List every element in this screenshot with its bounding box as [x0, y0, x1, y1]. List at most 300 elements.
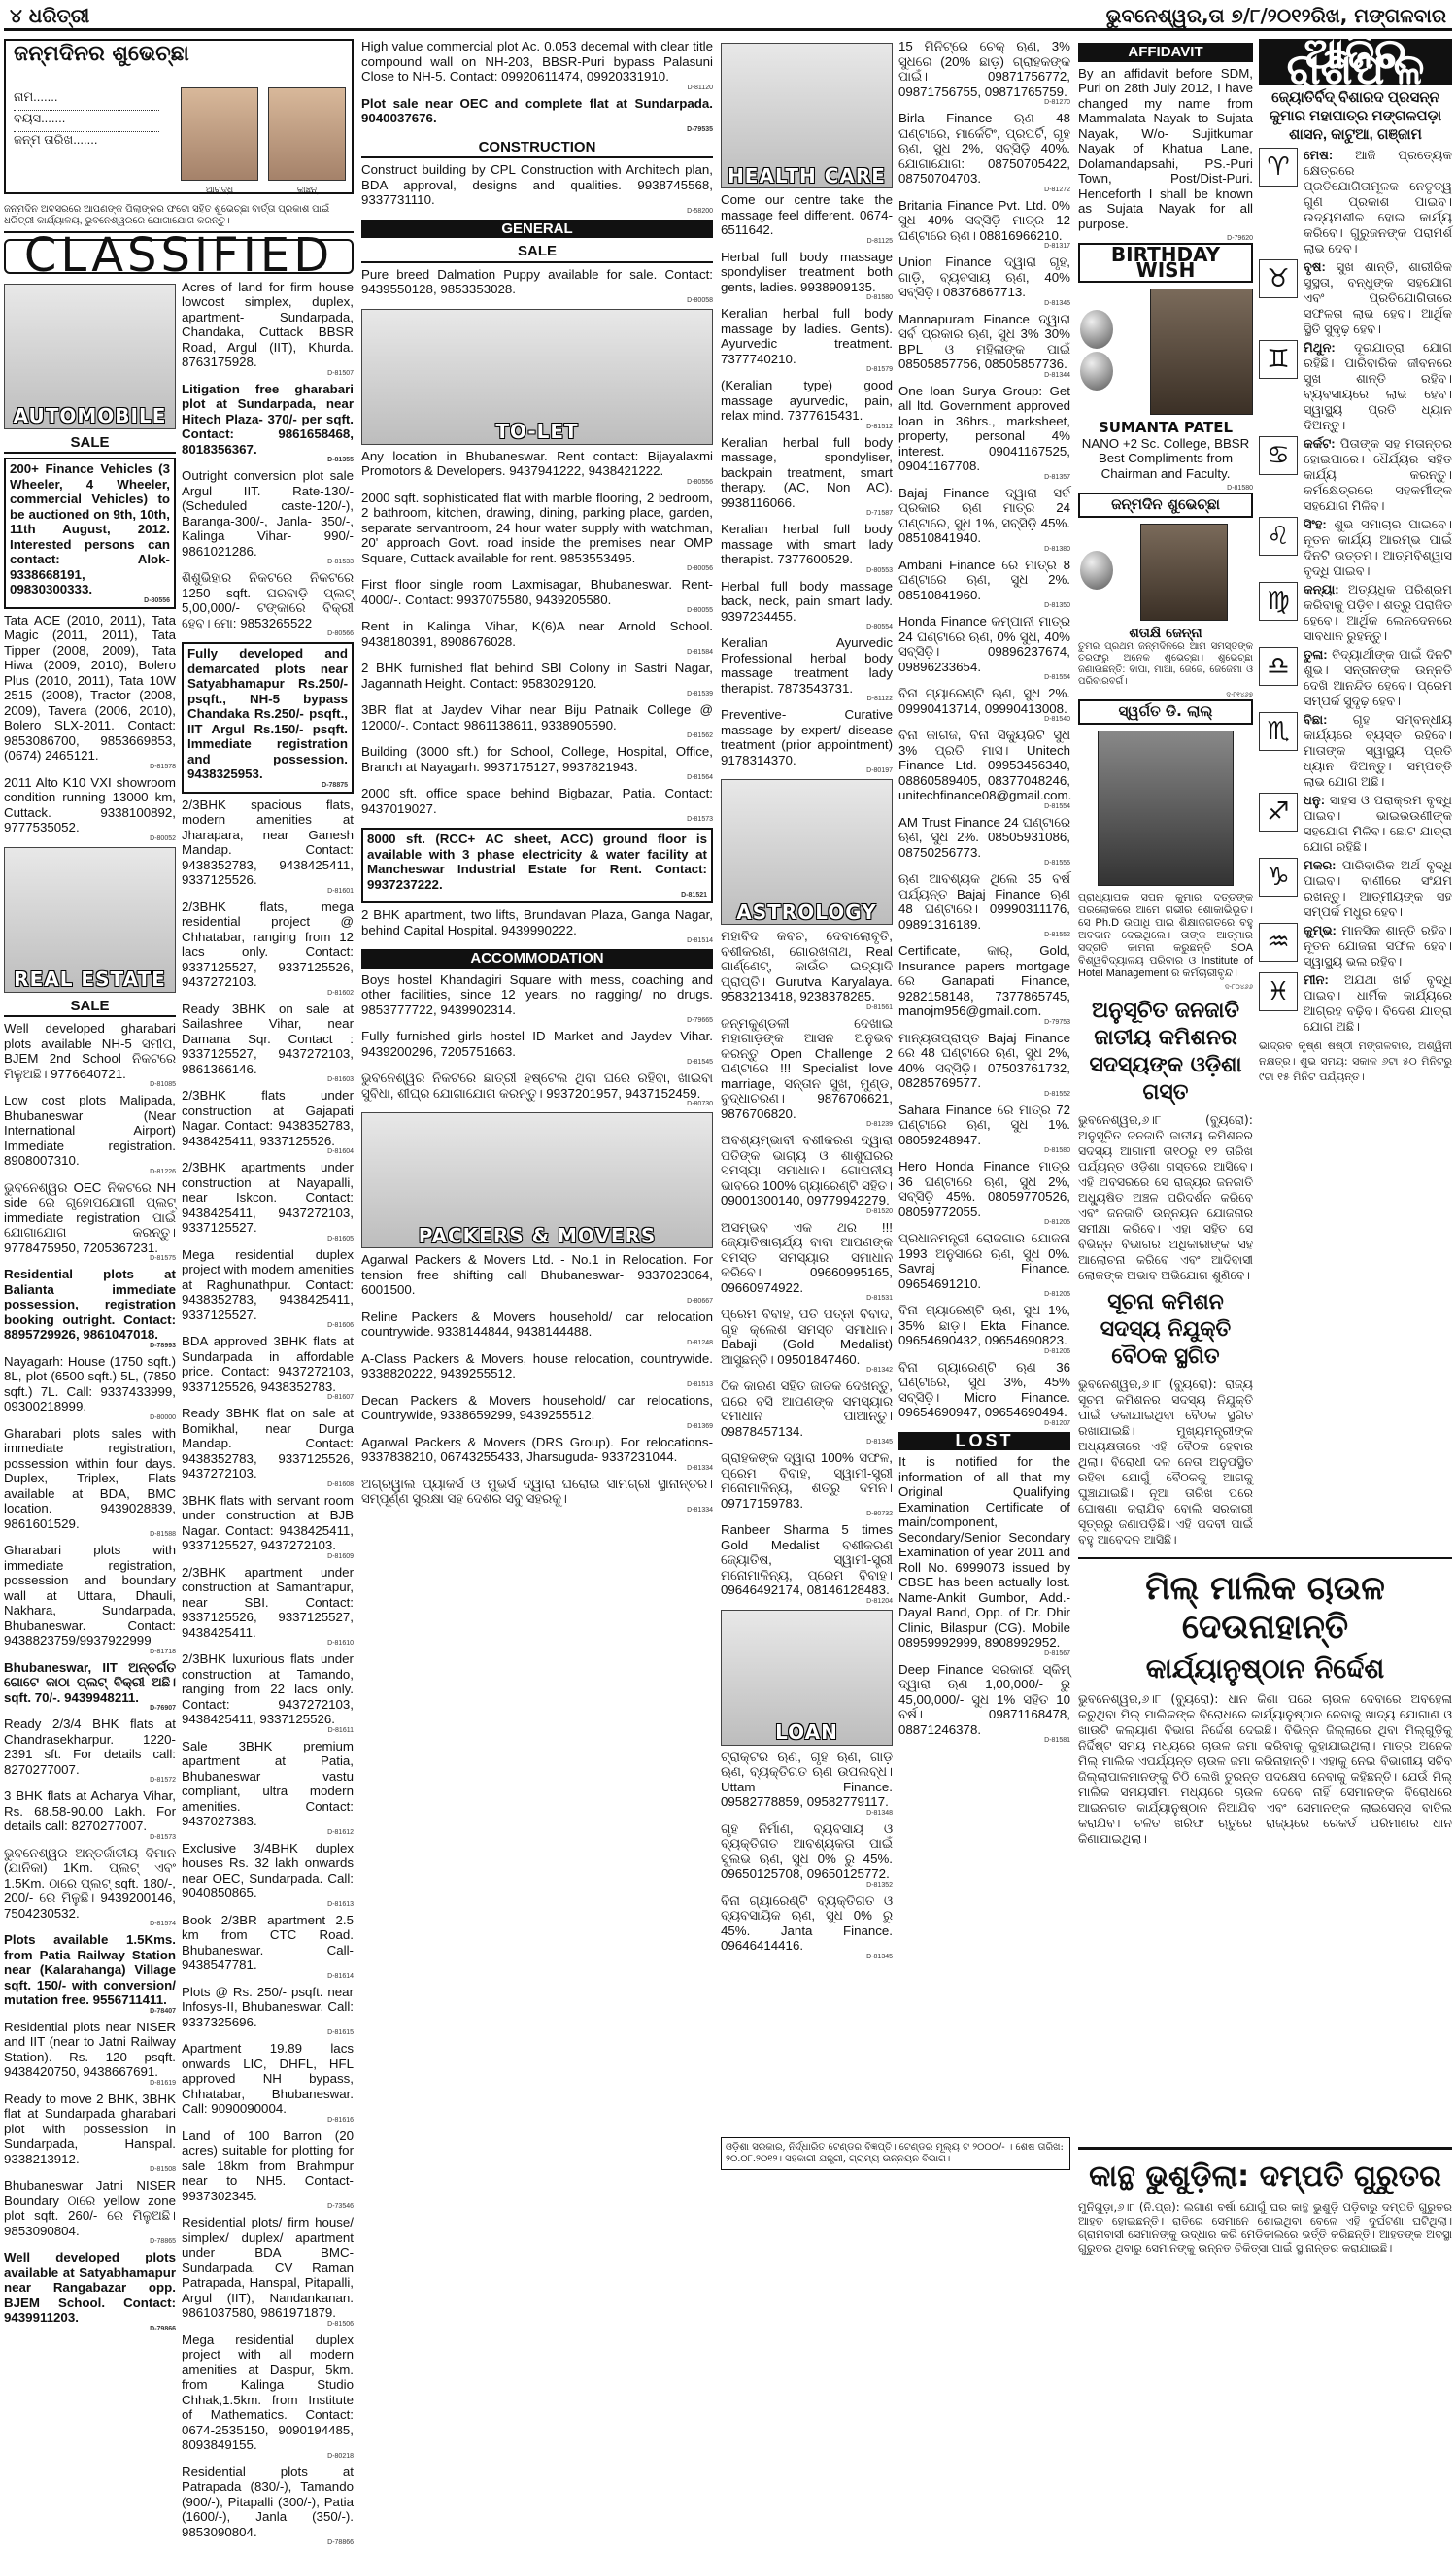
ad-code: D-81206 — [898, 1348, 1070, 1356]
classified-ad — [182, 468, 354, 566]
classified-ad — [361, 1477, 713, 1514]
ad-code: D-80055 — [361, 607, 713, 615]
ad-code: D-81344 — [898, 372, 1070, 380]
col3-split — [721, 39, 1070, 1965]
classified-ad — [898, 943, 1070, 1027]
ad-text: Acres of land for firm house lowcost simplex, duplex, apartment- Sundarpada, Chandaka, Cuttack BBSR Road, Argul (IIT), Khurda. 8763175928. — [182, 280, 354, 370]
birthday-form — [4, 39, 354, 194]
ad-code: D-81581 — [898, 1737, 1070, 1745]
ad-text: 3BR flat at Jaydev Vihar near Biju Patnaik College @ 12000/-. Contact: 9861138611, 9338905590. — [361, 702, 713, 732]
ad-code: D-81205 — [898, 1291, 1070, 1299]
ad-text: Agarwal Packers & Movers Ltd. - No.1 in Relocation. For tension free shifting call Bhubaneswar- 9337023064, 6001500. — [361, 1252, 713, 1297]
ad-text: (Keralian type) good massage ayurvedic, pain, relax mind. 7377615431. — [721, 378, 893, 423]
classified-ad — [898, 558, 1070, 611]
ad-text: Well developed gharabari plots available NH-5 ସମୀପ, BJEM 2nd School ନିକଟରେ ମିଳୁଅଛି। 9776640721. — [4, 1021, 176, 1081]
ad-text: 2/3BHK luxurious flats under construction at Tamando, ranging from 22 lacs only. Contact: 9437272103, 9438425411, 9337125526. — [182, 1651, 354, 1726]
ad-text: 3 BHK flats at Acharya Vihar, Rs. 68.58-90.00 Lakh. For details call: 8270277007. — [4, 1788, 176, 1833]
ad-code: D-81125 — [721, 238, 893, 246]
ad-text: Boys hostel Khandagiri Square with mess, coaching and other facilities, since 12 years, no ragging/ no drugs. 9853777722, 9439902314. — [361, 972, 713, 1017]
obituary-header: ସ୍ୱର୍ଗତ ଡି. ଲାଲ୍ — [1078, 699, 1253, 725]
rashi-text-block — [1304, 793, 1452, 855]
ad-code: D-81239 — [721, 1121, 893, 1129]
ad-code: D-81350 — [898, 602, 1070, 610]
ad-code: D-81521 — [367, 892, 707, 900]
ad-text: First floor single room Laxmisagar, Bhubaneswar. Rent- 4000/-. Contact: 9937075580, 9439205580. — [361, 577, 713, 607]
rashi-item — [1259, 340, 1452, 433]
ad-text: Residential plots at Patrapada (830/-), Tamando (900/-), Pitapalli (300/-), Patia (1600/-), Janla (350/-). 9853090804. — [182, 2465, 354, 2539]
ad-code: D-81520 — [721, 1208, 893, 1216]
ad-code: D-81605 — [182, 1236, 354, 1243]
ad-code: D-81615 — [182, 2029, 354, 2037]
ad-code: D-81506 — [182, 2321, 354, 2329]
packers-image — [361, 1112, 713, 1248]
ad-code: D-81552 — [898, 1091, 1070, 1099]
ad-text: Herbal full body massage back, neck, pain smart lady. 9397234455. — [721, 579, 893, 624]
ad-code: D-81531 — [721, 1295, 893, 1303]
affidavit-text: By an affidavit before SDM, Puri on 28th July 2012, I have changed my name from Mammalata Nayak to Sujata Nayak, W/o- Sujitkumar Nayak of Khatua Lane, Dolamandapsahi, PS.-Puri Town, Post/Dist-Puri. Henceforth I shall be known as Sujata Nayak for all purpose. — [1078, 66, 1253, 232]
ad-text: Preventive- Curative massage by expert/ disease treatment (prior appointment) 9178314370. — [721, 707, 893, 767]
ad-text: ଶିଶୁଭିହାର ନିକଟରେ ନିକଟରେ 1250 sqft. ଘରବାଡ଼ି ପ୍ଲଟ୍ 5,00,000/- ଟଙ୍କାରେ ବିକ୍ରୀ ହେବ। ମୋ: 9853265522 — [182, 570, 354, 630]
form-field-dob: ଜନ୍ମ ତାରିଖ....... — [14, 132, 159, 153]
ad-text: Outright conversion plot sale Argul IIT. Rate-130/- (Scheduled caste-120/-), Baranga-300/-, Janla- 350/-, Kalinga Vihar- 990/- 9861021286. — [182, 468, 354, 559]
kid-photo-2 — [268, 87, 346, 181]
rashi-text-block — [1304, 647, 1452, 709]
ad-code: D-81574 — [4, 1921, 176, 1928]
ad-text: 2/3BHK flats under construction at Gajapati Nagar. Contact: 9438352783, 9438425411, 9337125526. — [182, 1088, 354, 1148]
rashi-text: ମାନସିକ ଶାନ୍ତି ରହିବ। ନୂତନ ଯୋଜନା ସଫଳ ହେବ। ସ୍ୱାସ୍ଥ୍ୟ ଭଲ ରହିବ। — [1304, 923, 1452, 969]
ad-text: 3BHK flats with servant room under construction at BJB Nagar. Contact: 9438425411, 9337125527, 9437272103. — [182, 1493, 354, 1553]
classified-ad — [721, 929, 893, 1012]
rashi-name: ବୃଷ: — [1304, 259, 1326, 274]
health-ads — [721, 192, 893, 775]
classified-ad — [361, 702, 713, 740]
ad-text: Come our centre take the massage feel different. 0674-6511642. — [721, 192, 893, 237]
rashi-name: କନ୍ୟା: — [1304, 582, 1339, 596]
ad-code: D-81575 — [4, 1255, 176, 1263]
classified-ad — [182, 2128, 354, 2212]
page-number: ୪ ଧରିତ୍ରୀ — [10, 4, 89, 27]
classified-ad — [361, 907, 713, 945]
classified-ad — [182, 1985, 354, 2038]
ad-code: D-81572 — [4, 1777, 176, 1785]
rashi-name: ଧନୁ: — [1304, 793, 1325, 807]
classified-ad — [361, 786, 713, 824]
classified-ad — [361, 972, 713, 1026]
automobile-tag: AUTOMOBILE — [5, 409, 175, 425]
classified-ad — [4, 1021, 176, 1089]
ad-text: 2000 sft. office space behind Bigbazar, Patia. Contact: 9437019027. — [361, 786, 713, 816]
column-3 — [721, 39, 1070, 2271]
rashi-item — [1259, 923, 1452, 969]
ad-code: D-81554 — [898, 803, 1070, 811]
zodiac-icon: ♎ — [1259, 647, 1298, 686]
ad-text: ବିନା ଗ୍ୟାରେଣ୍ଟି ଋଣ, ସୁଧ 2%. 09990413714, 09990413008. — [898, 686, 1070, 716]
rashi-text: ପିତାଙ୍କ ସହ ମତାନ୍ତର ହୋଇପାରେ। ଧୈର୍ଯ୍ୟର ସହିତ କାର୍ଯ୍ୟ କରନ୍ତୁ। କର୍ମକ୍ଷେତ୍ରରେ ସହକର୍ମୀଙ୍କ ସହଯୋଗ ମିଳିବ। — [1304, 436, 1452, 513]
ad-text: 15 ମିନିଟ୍‌ରେ ଚେକ୍ ଋଣ, 3% ସୁଧରେ (20% ଛାଡ଼) ଗ୍ରାହକଙ୍କ ପାଇଁ। 09871756772, 09871756755, 09871765759. — [898, 39, 1070, 99]
classified-ad — [721, 1220, 893, 1304]
ad-text: ବିନା ଗ୍ୟାରେଣ୍ଟି ଋଣ, ସୁଧ 1%, 35% ଛାଡ଼। Ekta Finance. 09654690432, 09654690823. — [898, 1303, 1070, 1347]
ad-code: D-81573 — [361, 816, 713, 824]
ad-text: Mega residential duplex project with modern amenities at Raghunathpur. Contact: 9438352783, 9438425411, 9337125527. — [182, 1247, 354, 1322]
astrology-ads — [721, 929, 893, 1606]
ad-text: Ready 2/3/4 BHK flats at Chandrasekharpur. 1220-2391 sft. For details call: 8270277007. — [4, 1717, 176, 1777]
classified-ad — [4, 1354, 176, 1422]
ad-code: D-81533 — [182, 559, 354, 566]
loan-tag: LOAN — [722, 1725, 892, 1741]
ad-text: 2/3BHK spacious flats, modern amenities at Jharapara, near Ganesh Mandap. Contact: 9438352783, 9438425411, 9337125526. — [182, 798, 354, 888]
ad-text: BDA approved 3BHK flats at Sundarpada in affordable price. Contact: 9437272103, 9337125526, 9438352783. — [182, 1334, 354, 1394]
ad-code: D-81584 — [361, 649, 713, 657]
classified-ad — [721, 1307, 893, 1375]
article1-headline: ଅନୁସୂଚିତ ଜନଜାତି ଜାତୀୟ କମିଶନର ସଦସ୍ୟଙ୍କ ଓଡ଼ିଶା ଗସ୍ତ — [1078, 998, 1253, 1106]
classified-ad — [4, 1788, 176, 1842]
ad-code: D-81345 — [898, 300, 1070, 308]
ad-code: D-80056 — [361, 565, 713, 573]
classified-ad — [361, 267, 713, 305]
birthday-wish-row — [1078, 283, 1253, 421]
rashi-item — [1259, 517, 1452, 579]
classified-ad — [182, 2215, 354, 2329]
classified-ad — [721, 1893, 893, 1961]
ad-text: Sahara Finance ରେ ମାତ୍ର 72 ଘଣ୍ଟାରେ ଋଣ, ସୁଧ 1%. 08059248947. — [898, 1103, 1070, 1147]
ad-text: ଋଣ ଆବଶ୍ୟକ ଥିଲେ 35 ବର୍ଷ ପର୍ଯ୍ୟନ୍ତ Bajaj Finance ଋଣ 48 ଘଣ୍ଟାରେ। 09990311176, 09891316189. — [898, 871, 1070, 932]
ad-code: D-81122 — [721, 696, 893, 703]
ad-code: D-81562 — [361, 732, 713, 740]
ad-code: D-81380 — [898, 546, 1070, 554]
ad-code: D-81552 — [898, 932, 1070, 939]
classified-ad — [4, 1932, 176, 2016]
ad-code: D-81718 — [4, 1649, 176, 1656]
col2-split — [361, 39, 713, 1518]
balloons-icon-2 — [1078, 551, 1115, 594]
rashi-list — [1259, 148, 1452, 1035]
ad-text: Birla Finance ଋଣ 48 ଘଣ୍ଟାରେ, ମାର୍କେଟିଂ, ପ୍ରପର୍ଟି, ଗୃହ ଋଣ, ସୁଧ 2%, ସବ୍‌ସିଡ଼ି 40%. ଯୋଗାଯୋଗ: 08750705422, 08750704703. — [898, 111, 1070, 186]
ad-code: D-81345 — [721, 1439, 893, 1446]
ad-code: D-81355 — [182, 457, 354, 464]
ad-text: Bajaj Finance ଦ୍ୱାରା ସର୍ବ ପ୍ରକାର ଋଣ ମାତ୍ର 24 ଘଣ୍ଟାରେ, ସୁଧ 1%, ସବ୍‌ସିଡ଼ି 45%. 08510841940. — [898, 486, 1070, 546]
rashi-name: ମକର: — [1304, 858, 1337, 872]
classified-ad — [361, 577, 713, 615]
ad-code: D-81561 — [721, 1004, 893, 1012]
astrology-tag: ASTROLOGY — [722, 905, 892, 921]
ad-text: ଅଗ୍ରୱାଲ ପ୍ୟାକର୍ସ ଓ ମୁଭର୍ସ ଦ୍ୱାରା ଘରୋଇ ସାମଗ୍ରୀ ସ୍ଥାନାନ୍ତର। ସମ୍ପୂର୍ଣ୍ଣ ସୁରକ୍ଷା ସହ ଦେଶର ସବୁ ସହରକୁ। — [361, 1477, 713, 1507]
classified-ad — [898, 1159, 1070, 1227]
ad-text: Residential plots/ firm house/ simplex/ duplex/ apartment under BDA BMC- Sundarpada, CV Raman Patrapada, Hanspal, Pitapalli, Argul (IIT), Nandankanan. 9861037580, 9861971879. — [182, 2215, 354, 2320]
classified-ad — [721, 378, 893, 431]
rashi-text-block — [1304, 517, 1452, 579]
ad-text: Litigation free gharabari plot at Sundarpada, near Hitech Plaza- 370/- per sqft. Contact: 9861658468, 8018356367. — [182, 382, 354, 457]
classified-ad — [898, 384, 1070, 482]
ad-code: D-81604 — [182, 1148, 354, 1156]
ad-text: A-Class Packers & Movers, house relocation, countrywide. 9338820222, 9439255512. — [361, 1351, 713, 1381]
zodiac-icon: ♒ — [1259, 923, 1298, 962]
classified-ad — [721, 192, 893, 246]
classified-ad — [898, 728, 1070, 811]
ad-text: One loan Surya Group: Get all ltd. Government approved loan in 36hrs., marksheet, property, personal 4% interest. 09041167525, 09041167708. — [898, 384, 1070, 474]
ad-code: D-81205 — [898, 1219, 1070, 1227]
classified-ad — [721, 250, 893, 303]
ad-text: ଟ୍ରାକ୍ଟର ଋଣ, ଗୃହ ଋଣ, ଗାଡ଼ି ଋଣ, ବ୍ୟକ୍ତିଗତ ଋଣ ଉପଲବ୍ଧ। Uttam Finance. 09582778859, 09582779117. — [721, 1750, 893, 1810]
ad-text: Construct building by CPL Construction with Architech plan, BDA approval, designs and qualities. 9938745568, 9337731110. — [361, 162, 713, 207]
rashi-text: ଗୃହ ସମ୍ବନ୍ଧୀୟ କାର୍ଯ୍ୟରେ ବ୍ୟସ୍ତ ରହିବେ। ମାତାଙ୍କ ସ୍ୱାସ୍ଥ୍ୟ ପ୍ରତି ଧ୍ୟାନ ଦିଅନ୍ତୁ। ସମ୍ପତ୍ତି ଲାଭ ଯୋଗ ଅଛି। — [1304, 712, 1452, 789]
ad-text: Hero Honda Finance ମାତ୍ର 36 ଘଣ୍ଟାରେ ଋଣ, ସୁଧ 2%, ସବ୍‌ସିଡ଼ି 45%. 08059770526, 08059772055. — [898, 1159, 1070, 1219]
ad-code: D-81120 — [361, 85, 713, 92]
kid-photo-1 — [181, 87, 258, 181]
ad-text: Low cost plots Malipada, Bhubaneswar (Near International Airport) Immediate registration. 8908007310. — [4, 1093, 176, 1168]
classified-ad — [361, 744, 713, 782]
classified-ad — [182, 1334, 354, 1402]
health-tag: HEALTH CARE — [722, 169, 892, 185]
masthead — [4, 2, 1452, 31]
ad-text: Bhubaneswar Jatni NISER Boundary ଠାରେ yellow zone plot sqft. 260/- ରେ ମିଳୁଅଛି। 9853090804. — [4, 2178, 176, 2238]
classified-ad — [361, 619, 713, 657]
rashi-name: ମେଷ: — [1304, 148, 1333, 162]
classified-ad — [898, 39, 1070, 107]
classified-ad — [182, 1002, 354, 1085]
classified-ad — [898, 1103, 1070, 1156]
classified-ad — [182, 1841, 354, 1909]
ad-code: D-81357 — [898, 474, 1070, 482]
ad-text: Decan Packers & Movers household/ car relocations, Countrywide, 9338659299, 9439255512. — [361, 1393, 713, 1423]
ad-text: ପ୍ରଧାନମନ୍ତ୍ରୀ ରୋଜଗାର ଯୋଜନା 1993 ଅନୁସାରେ ଋଣ, ସୁଧ 0%. Savraj Finance. 09654691210. — [898, 1231, 1070, 1291]
ad-text: Fully furnished girls hostel ID Market and Jaydev Vihar. 9439200296, 7205751663. — [361, 1029, 713, 1059]
rashi-name: ମୀନ: — [1304, 972, 1329, 987]
ad-text: 2/3BHK flats, mega residential project @ Chhatabar, ranging from 12 lacs only. Contact: 9337125527, 9337125526, 9437272103. — [182, 900, 354, 990]
classified-ad — [4, 1180, 176, 1264]
ad-code: D-80566 — [182, 630, 354, 638]
ad-code: D-81539 — [361, 691, 713, 698]
ad-text: ମାନ୍ୟତାପ୍ରାପ୍ତ Bajaj Finance ରେ 48 ଘଣ୍ଟାରେ ଋଣ, ସୁଧ 2%, 40% ସବ୍‌ସିଡ଼ି। 07503761732, 08285769577. — [898, 1031, 1070, 1091]
ad-text: 2/3BHK apartment under construction at Samantrapur, near SBI. Contact: 9337125526, 9337125527, 9438425411. — [182, 1565, 354, 1640]
ad-code: D-81564 — [361, 774, 713, 782]
ad-code: D-80553 — [721, 567, 893, 575]
classified-ad — [898, 198, 1070, 252]
classified-ad — [361, 1252, 713, 1306]
classified-ad — [182, 798, 354, 896]
rashi-item — [1259, 712, 1452, 790]
classified-ad — [361, 162, 713, 216]
ad-text: ଜନ୍ମକୁଣ୍ଡଳୀ ଦେଖାଇ ମହାଗାଡ଼ଙ୍କ ଆସନ ଅନୁଭବ କରନ୍ତୁ Open Challenge 2 ଘଣ୍ଟାରେ !!! Specialist love marriage, ସନ୍ତାନ ସୁଖ, ମୁଣ୍ଡ, ବୁଦ୍ଧାଚରଣ। 9876706621, 9876706820. — [721, 1016, 893, 1121]
classified-ad — [898, 686, 1070, 724]
ad-code: D-81512 — [721, 424, 893, 431]
classified-ad — [721, 1450, 893, 1518]
rashi-name: ସିଂହ: — [1304, 517, 1327, 531]
health-image — [721, 43, 893, 188]
ad-text: ଭୁବନେଶ୍ୱର OEC ନିକଟରେ NH side ରେ ଗୃହୋପଯୋଗୀ ପ୍ଲଟ୍ immediate registration ପାଇଁ ଯୋଗାଯୋଗ କରନ୍ତୁ। 9778475950, 7205367231. — [4, 1180, 176, 1255]
birthday-wish2-name: ଶତାକ୍ଷି ଜେନ୍ନା — [1078, 627, 1253, 642]
birthday-wish2-row — [1078, 518, 1253, 627]
birthday-photo — [1150, 289, 1253, 415]
rashi-item — [1259, 972, 1452, 1035]
ad-code: D-81334 — [361, 1507, 713, 1514]
classified-ad — [182, 1565, 354, 1649]
ad-code: D-81540 — [898, 716, 1070, 724]
ad-text: Gharabari plots sales with immediate registration, possession within four days. Duplex, Triplex, Flats available at BDA, BMC location. 9439028839, 9861601529. — [4, 1426, 176, 1531]
rashi-item — [1259, 793, 1452, 855]
zodiac-icon: ♌ — [1259, 517, 1298, 556]
classified-ad — [898, 486, 1070, 554]
zodiac-icon: ♐ — [1259, 793, 1298, 832]
ad-code: D-80052 — [4, 835, 176, 843]
ad-code: D-79535 — [361, 126, 713, 134]
ad-code: D-73546 — [182, 2203, 354, 2211]
ad-code: D-80218 — [182, 2453, 354, 2461]
ad-text: ଭୁବନେଶ୍ୱର ଅନ୍ତର୍ଜାତୀୟ ବିମାନ (ଯାନିକା) 1Km. ପ୍ଲଟ୍ ଏବଂ 1.5Km. ଠାରେ ପ୍ଲଟ୍ sqft. 180/-, 200/- ରେ ମିଳୁଛି। 9439200146, 7504230532. — [4, 1846, 176, 1921]
classified-ad — [182, 1088, 354, 1156]
classified-ad — [898, 1360, 1070, 1428]
classified-ad — [182, 900, 354, 998]
accommodation-header: ACCOMMODATION — [361, 949, 713, 969]
real-estate-ads — [4, 1021, 176, 2333]
classified-ad — [721, 1522, 893, 1606]
ad-code: D-78407 — [4, 2008, 176, 2016]
ad-text: Keralian herbal full body massage by ladies. Gents). Ayurvedic treatment. 7377740210. — [721, 306, 893, 366]
real-estate-image — [4, 847, 176, 993]
ad-text: It is notified for the information of all that my Original Qualifying Examination Certificate of main/component, Secondary/Senior Secondary Examination of year 2011 and Roll No. 6999073 issued by CBSE has been actually lost. Name-Ankit Gumbor, Add.-Dayal Band, Opp. of Dr. Dhir Clinic, Bilaspur (CG). Mobile 08959992999, 8908992952. — [898, 1454, 1070, 1650]
construction-header: CONSTRUCTION — [361, 138, 713, 159]
ad-text: Land of 100 Barron (20 acres) suitable for plotting for sale 18km from Brahmpur near to NH5. Contact-9937302345. — [182, 2128, 354, 2203]
ad-text: Residential plots at Balianta immediate possession, registration booking outright. Contact: 8895729926, 9861047018. — [4, 1267, 176, 1342]
classified-ad — [361, 1310, 713, 1347]
ad-code: D-81272 — [898, 187, 1070, 194]
ad-text: Gharabari plots with immediate registration, possession and boundary wall at Uttara, Dhauli, Nakhara, Sundarpada, Bhubaneswar. Contact: 9438823759/9937922999 — [4, 1543, 176, 1648]
ad-text: Sale 3BHK premium apartment at Patia, Bhubaneswar vastu compliant, ultra modern amenities. Contact: 9437027383. — [182, 1739, 354, 1829]
property-ads — [182, 280, 354, 2548]
ad-code: D-81508 — [4, 2166, 176, 2174]
classified-ad — [182, 382, 354, 465]
ad-text: ପ୍ରେମ ବିବାହ, ପତି ପତ୍ନୀ ବିବାଦ, ଗୃହ କ୍ଲେଶ ସମସ୍ତ ସମାଧାନ। Babaji (Gold Medalist) ଆସୁଛନ୍ତି। 09501847460. — [721, 1307, 893, 1367]
ad-text: 8000 sft. (RCC+ AC sheet, ACC) ground floor is available with 3 phase electricity & water facility at Mancheswar Industrial Estate for Rent. Contact: 9937237222. — [367, 832, 707, 892]
ad-text: Mega residential duplex project with all modern amenities at Daspur, 5km. from Kalinga Studio Chhak,1.5km. from Institute of Mathematics. Contact: 0674-2535150, 9090194485, 8093849155. — [182, 2332, 354, 2453]
ad-text: ମହାବିଦ କବଚ, ଦେବାଲୋବୃତି, ବଶୀକରଣ, ଗୋରଖନାଥ, Real ଗାର୍ଣ୍ଣେଟ୍, କାଉଁଚ ଇତ୍ୟାଦି ପ୍ରାପ୍ତି। Gurutva Karyalaya. 9583213418, 9238378285. — [721, 929, 893, 1003]
classified-ad — [182, 1493, 354, 1561]
ad-text: Keralian herbal full body massage, spondyliser, backpain treatment, smart therapy. (AC, Non AC). 9938116066. — [721, 435, 893, 510]
classified-ad — [361, 1435, 713, 1473]
ad-code: D-81609 — [182, 1553, 354, 1561]
ad-code: D-78875 — [187, 782, 348, 790]
auto-ads — [4, 458, 176, 843]
classified-ad — [361, 39, 713, 92]
rashi-name: କୁମ୍ଭ: — [1304, 923, 1337, 937]
classified-ad — [721, 635, 893, 703]
plot-ads — [361, 39, 713, 134]
ad-code: D-79753 — [898, 1019, 1070, 1027]
general-ads — [361, 267, 713, 305]
ad-text: Tata ACE (2010, 2011), Tata Magic (2011, 2011), Tata Tipper (2008, 2009), Tata Hiwa (2009, 2010), Bolero Plus (2010, 2011), Tata 10W 2515 (2008), Tractor (2008, 2009), Tavera (2006, 2010), Bolero SLX-2011. Contact: 9853086700, 9853669853, (0674) 2465121. — [4, 613, 176, 764]
classified-ad — [4, 1543, 176, 1656]
ad-code: D-81369 — [361, 1423, 713, 1431]
col3-right — [898, 39, 1070, 1965]
ad-text: Union Finance ଦ୍ୱାରା ଗୃହ, ଗାଡ଼ି, ବ୍ୟବସାୟ ଋଣ, 40% ସବ୍‌ସିଡ଼ି। 08376867713. — [898, 255, 1070, 299]
ad-code: D-78866 — [182, 2539, 354, 2547]
birthday-wish-header: BIRTHDAY WISH — [1078, 243, 1253, 283]
zodiac-icon: ♈ — [1259, 148, 1298, 187]
column-1 — [4, 39, 354, 2271]
form-field-name: ନାମ....... — [14, 89, 159, 111]
rashi-text: ଅତ୍ୟଧିକ ପରିଶ୍ରମ କରିବାକୁ ପଡ଼ିବ। ଶତ୍ରୁ ପରାଜିତ ହେବେ। ଆର୍ଥିକ ଲେନଦେନରେ ସାବଧାନ ରୁହନ୍ତୁ। — [1304, 582, 1452, 643]
classified-ad — [721, 1821, 893, 1889]
classified-ad — [4, 1093, 176, 1176]
rashi-name: ବିଛା: — [1304, 712, 1327, 727]
ad-text: Agarwal Packers & Movers (DRS Group). For relocations-9337838210, 06743255433, Jharsuguda- 9337231044. — [361, 1435, 713, 1465]
lost-header: LOST — [898, 1432, 1070, 1451]
rashi-text: ସୁଖ ଶାନ୍ତି, ଶାରୀରିକ ସୁସ୍ଥତା, ବନ୍ଧୁଙ୍କ ସହଯୋଗ ଏବଂ ପ୍ରତିଯୋଗିତାରେ ସଫଳତା ଲାଭ ହେବ। ଆର୍ଥିକ ସ୍ଥିତି ସୁଦୃଢ଼ ହେବ। — [1304, 259, 1452, 336]
ad-text: ଭୁବନେଶ୍ୱର ନିକଟରେ ଛାତ୍ରୀ ହଷ୍ଟେଲ ଥିବା ଘରେ ରହିବା, ଖାଇବା ସୁବିଧା, ଶୀଘ୍ର ଯୋଗାଯୋଗ କରନ୍ତୁ। 9937201957, 9437152459. — [361, 1071, 713, 1101]
balloons-icon — [1078, 310, 1150, 394]
tolet-image — [361, 309, 713, 445]
ad-code: D-81607 — [182, 1394, 354, 1402]
rashi-text: ଆଜି ପ୍ରତ୍ୟେକ କ୍ଷେତ୍ରରେ ପ୍ରତିଯୋଗିତାମୂଳକ ନେତୃତ୍ୱ ଗୁଣ ପ୍ରକାଶ ପାଇବ। ଉଦ୍ୟମଶୀଳ ହୋଇ କାର୍ଯ୍ୟ କରିବେ। ଗୁରୁଜନଙ୍କ ପରାମର୍ଶ ଲାଭ ଦେବ। — [1304, 148, 1452, 255]
ad-code: D-81567 — [898, 1650, 1070, 1658]
rashiphala-section — [1259, 39, 1452, 1551]
loan-ads — [721, 1750, 893, 1961]
ad-code: D-81342 — [721, 1367, 893, 1375]
rashiphala-subtitle: ଜ୍ୟୋତିର୍ବିଦ୍ ବିଶାରଦ ପ୍ରସନ୍ନ କୁମାର ମହାପାତ୍ର ମଙ୍ଗଳପଡ଼ା ଶାସନ, କାଟୁଆ, ଗଞ୍ଜାମ — [1259, 88, 1452, 144]
birthday-form-title: ଜନ୍ମଦିନର ଶୁଭେଚ୍ଛା — [6, 41, 352, 68]
ad-text: Building (3000 sft.) for School, College, Hospital, Office, Branch at Nayagarh. 9937175127, 9937821943. — [361, 744, 713, 774]
ad-text: Fully developed and demarcated plots near Satyabhamapur Rs.250/- psqft., NH-5 bypass Chandaka Rs.250/- psqft., IIT Argul Rs.150/- psqft. Immediate registration and possession. 9438325953. — [187, 646, 348, 781]
ad-text: Pure breed Dalmation Puppy available for sale. Contact: 9439550128, 9853353028. — [361, 267, 713, 297]
ad-text: Reline Packers & Movers household/ car relocation countrywide. 9338144844, 9438144488. — [361, 1310, 713, 1340]
ad-text: ଅବଶ୍ୟମ୍ଭାବୀ ବଶୀକରଣ ଦ୍ୱାରା ପତିଙ୍କ ଭାଗ୍ୟ ଓ ଶାଶୁଘରର ସମସ୍ୟା ସମାଧାନ। ଗୋପନୀୟ ଭାବରେ 100% ଗ୍ୟାରେଣ୍ଟି ସହିତ। 09001300140, 09779942279. — [721, 1133, 893, 1207]
classified-banner: CLASSIFIED — [4, 239, 354, 274]
kid-caption-1: ଆରାଦ୍ଧ — [181, 183, 258, 198]
classified-ad — [898, 871, 1070, 939]
ad-text: Plots available 1.5Kms. from Patia Railway Station near (Kalarahanga) Village sqft. 150/- with conversion/ mutation free. 9556711411. — [4, 1932, 176, 2007]
classified-ad — [182, 1651, 354, 1735]
ad-text: Ranbeer Sharma 5 times Gold Medalist ବଶୀକରଣ ଜ୍ୟୋତିଷ, ସ୍ୱାମୀ-ସ୍ତ୍ରୀ ମନୋମାଳିନ୍ୟ, ପ୍ରେମ ବିବାହ। 09646492174, 08146128483. — [721, 1522, 893, 1597]
ad-code: D-81270 — [898, 99, 1070, 107]
rashi-text: ବିଦ୍ୟାର୍ଥୀଙ୍କ ପାଇଁ ଦିନଟି ଶୁଭ। ସନ୍ତାନଙ୍କ ଉନ୍ନତି ଦେଖି ଆନନ୍ଦିତ ହେବେ। ପ୍ରେମ ସମ୍ପର୍କ ସୁଦୃଢ଼ ହେବ। — [1304, 647, 1452, 708]
ad-text: ଗ୍ରାହକଙ୍କ ଦ୍ୱାରା 100% ସଫଳ, ପ୍ରେମ ବିବାହ, ସ୍ୱାମୀ-ସ୍ତ୍ରୀ ମନୋମାଳିନ୍ୟ, ଶତ୍ରୁ ଦମନ। 09717159783. — [721, 1450, 893, 1511]
ad-text: Keralian herbal full body massage with smart lady therapist. 7377600529. — [721, 522, 893, 566]
ad-code: D-81578 — [4, 764, 176, 771]
classified-ad — [361, 449, 713, 487]
ad-text: Ready to move 2 BHK, 3BHK flat at Sundarpada gharabari plot with possession in Sundarpada, Hanspal. 9338213912. — [4, 2092, 176, 2166]
classified-ad — [721, 1133, 893, 1216]
classified-ad — [4, 1846, 176, 1929]
ad-code: D-81580 — [898, 1147, 1070, 1155]
ad-code: D-81207 — [898, 1420, 1070, 1428]
rashi-text-block — [1304, 582, 1452, 644]
rashi-name: ତୁଳା: — [1304, 647, 1328, 662]
ad-code: D-81554 — [898, 674, 1070, 682]
affidavit-code: D-79620 — [1078, 235, 1253, 243]
birthday-wish-text: NANO +2 Sc. College, BBSR Best Compliments from Chairman and Faculty. — [1078, 436, 1253, 482]
ad-text: Mannapuram Finance ଦ୍ୱାରା ସର୍ବ ପ୍ରକାର ଋଣ, ସୁଧ 3% 30% BPL ଓ ମହିଳାଙ୍କ ପାଇଁ 08505857756, 08505857736. — [898, 312, 1070, 372]
article4-headline: କାନ୍ଥ ଭୁଶୁଡ଼ିଲା: ଦମ୍ପତି ଗୁରୁତର — [1078, 2160, 1452, 2194]
ad-text: Nayagarh: House (1750 sqft.) 8L, plot (6500 sqft.) 5L, (7850 sqft.) 7L. Call: 9337433999, 09300218999. — [4, 1354, 176, 1414]
zodiac-icon: ♊ — [1259, 340, 1298, 379]
ad-text: ଠିକ କାରଣ ସହିତ ଜାତକ ଦେଖନ୍ତୁ, ଘରେ ବସି ଆପଣଙ୍କ ସମସ୍ୟାର ସମାଧାନ ପାଆନ୍ତୁ। 09878457134. — [721, 1378, 893, 1439]
classified-ad — [361, 828, 713, 903]
ad-text: Ambani Finance ରେ ମାତ୍ର 8 ଘଣ୍ଟାରେ ଋଣ, ସୁଧ 2%. 08510841960. — [898, 558, 1070, 602]
classified-ad — [898, 312, 1070, 380]
classified-ad — [898, 815, 1070, 868]
classified-ad — [4, 1426, 176, 1540]
ad-code: D-81317 — [898, 243, 1070, 251]
classified-ad — [361, 661, 713, 698]
ad-code: D-81611 — [182, 1727, 354, 1735]
packers-tag: PACKERS & MOVERS — [362, 1229, 712, 1244]
ad-code: D-76907 — [4, 1705, 176, 1713]
classified-ad — [898, 255, 1070, 308]
ad-text: Residential plots near NISER and IIT (near to Jatni Railway Station). Rs. 120 psqft. 9438420750, 9438667691. — [4, 2020, 176, 2080]
ad-text: Ready 3BHK flat on sale at Bomikhal, near Durga Mandap. Contact: 9438352783, 9337125526, 9437272103. — [182, 1406, 354, 1480]
classified-ad — [361, 1029, 713, 1067]
ad-code: D-81608 — [182, 1481, 354, 1489]
ad-code: D-80000 — [4, 1414, 176, 1422]
